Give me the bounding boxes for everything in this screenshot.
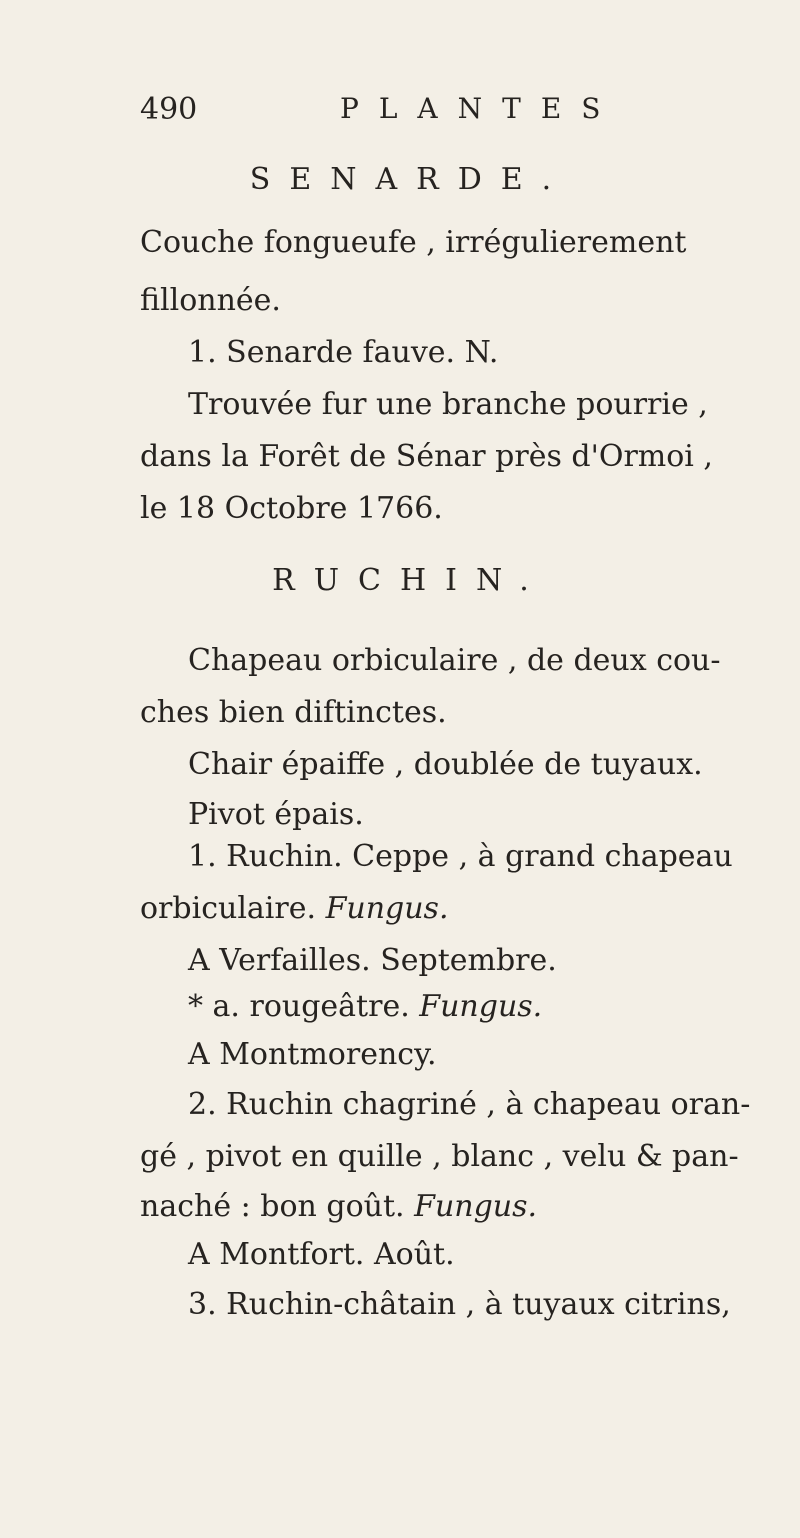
section-title-ruchin: RUCHIN. bbox=[272, 563, 548, 598]
text-line: le 18 Octobre 1766. bbox=[140, 491, 443, 526]
text-line: ches bien diftinctes. bbox=[140, 695, 447, 730]
text-line: Chapeau orbiculaire , de deux cou- bbox=[188, 643, 721, 678]
section-title-senarde: SENARDE. bbox=[249, 162, 571, 197]
text-line: A Montfort. Août. bbox=[188, 1237, 455, 1272]
text-line: A Montmorency. bbox=[188, 1037, 437, 1072]
list-item: 1. Senarde fauve. N. bbox=[188, 335, 499, 370]
page-number: 490 bbox=[140, 92, 198, 127]
text-line: fillonnée. bbox=[140, 283, 281, 318]
list-item: 2. Ruchin chagriné , à chapeau oran- bbox=[188, 1087, 751, 1122]
text-segment: naché : bon goût. bbox=[140, 1189, 405, 1224]
text-segment: * a. rougeâtre. bbox=[188, 989, 410, 1024]
text-line bbox=[188, 989, 543, 1024]
page-header bbox=[140, 92, 700, 136]
text-line: Chair épaiffe , doublée de tuyaux. bbox=[188, 747, 703, 782]
text-line bbox=[140, 1189, 538, 1224]
latin-name: Fungus. bbox=[325, 891, 449, 926]
text-line: gé , pivot en quille , blanc , velu & pan- bbox=[140, 1139, 739, 1174]
list-item: 3. Ruchin-châtain , à tuyaux citrins, bbox=[188, 1287, 731, 1322]
list-item: 1. Ruchin. Ceppe , à grand chapeau bbox=[188, 839, 733, 874]
latin-name: Fungus. bbox=[414, 1189, 538, 1224]
text-line: dans la Forêt de Sénar près d'Ormoi , bbox=[140, 439, 713, 474]
text-segment: orbiculaire. bbox=[140, 891, 317, 926]
text-line bbox=[140, 891, 449, 926]
text-line: Trouvée fur une branche pourrie , bbox=[188, 387, 708, 422]
latin-name: Fungus. bbox=[419, 989, 543, 1024]
running-title: PLANTES bbox=[340, 92, 621, 125]
text-line: A Verfailles. Septembre. bbox=[188, 943, 557, 978]
text-line: Couche fongueufe , irrégulierement bbox=[140, 225, 687, 260]
text-line: Pivot épais. bbox=[188, 797, 364, 832]
